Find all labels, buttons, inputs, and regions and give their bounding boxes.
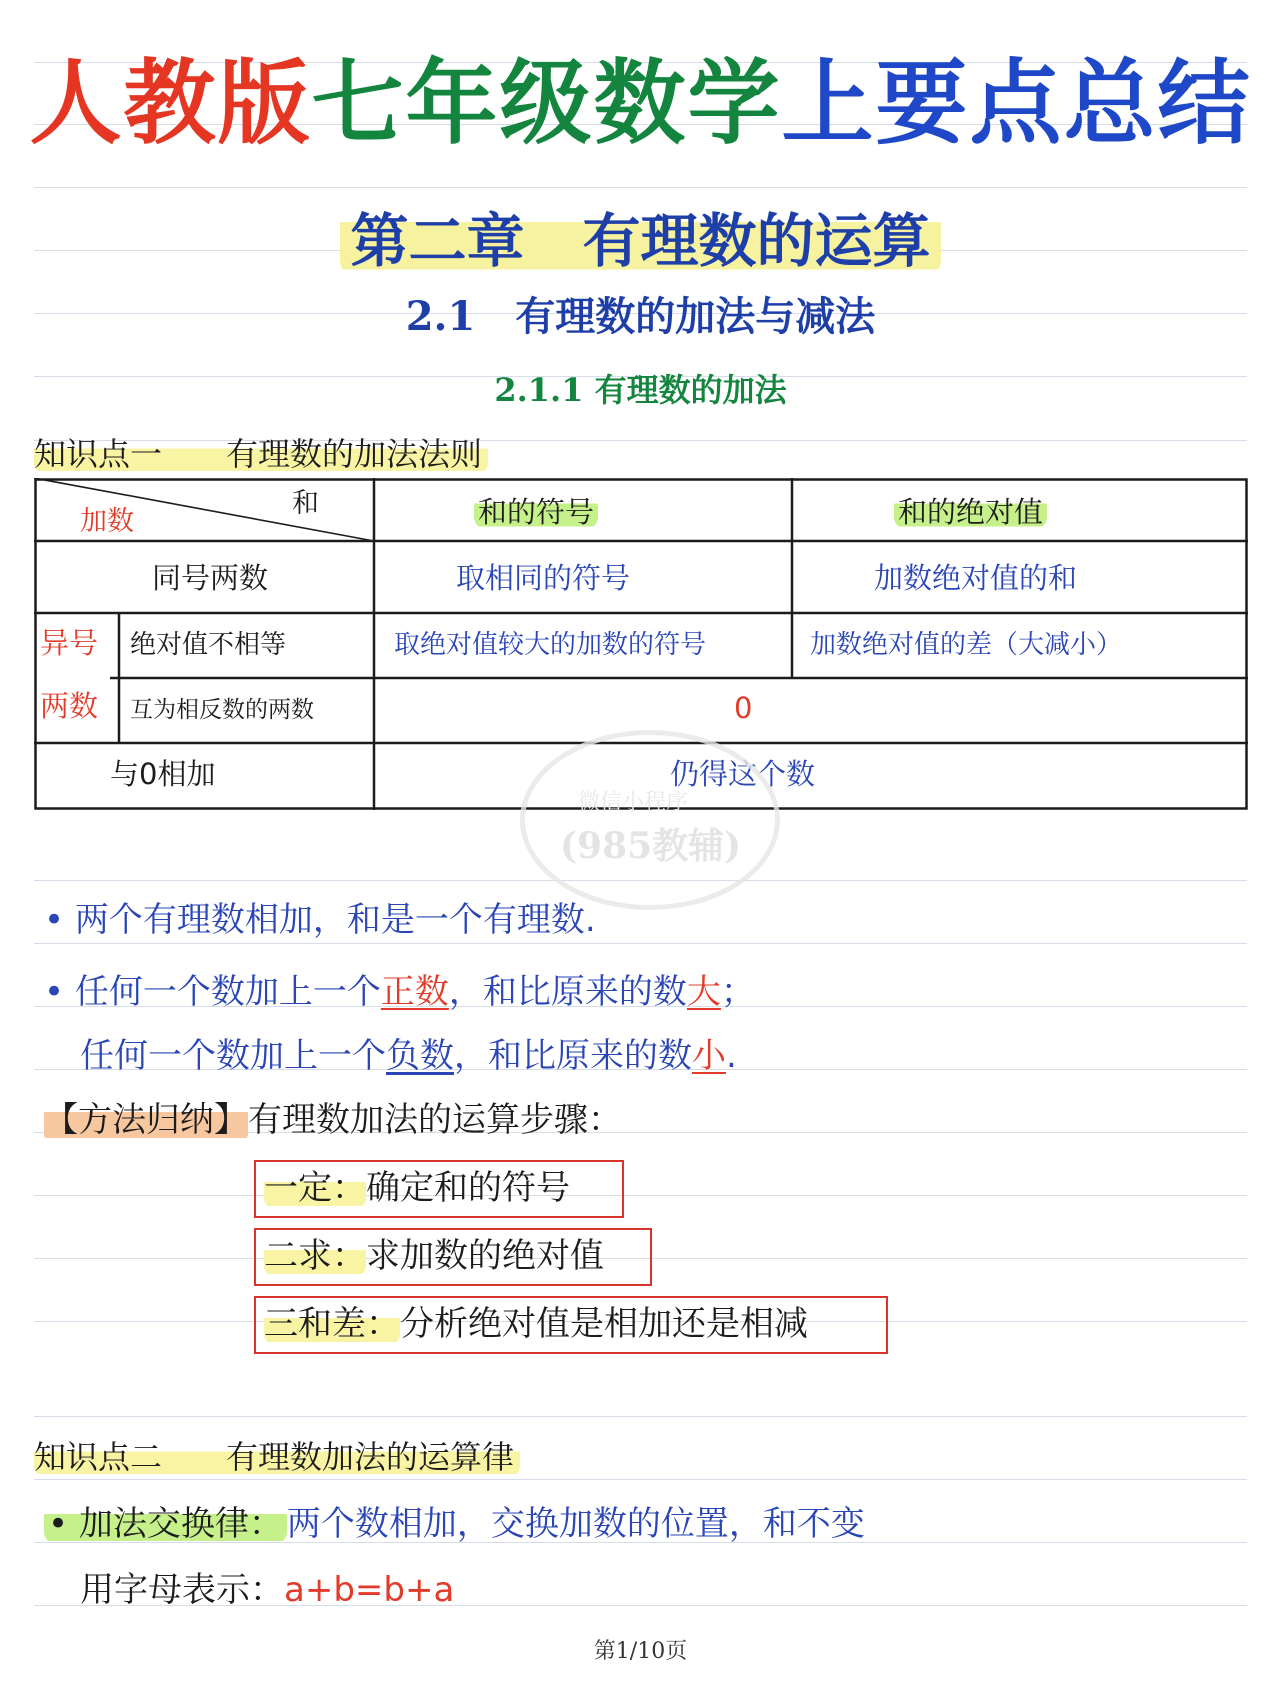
table-diagonal-addend-label: 加数 [80, 506, 134, 537]
method-summary-tag: 【方法归纳】 [44, 1100, 248, 1140]
ruled-line [34, 1195, 1247, 1196]
commutative-law-key: • 加法交换律： [44, 1504, 287, 1544]
page-number: 第1/10页 [593, 1639, 688, 1664]
table-diff-sign-label-2: 两数 [40, 689, 99, 723]
step-1-key: 一定： [264, 1168, 366, 1208]
table-row-same-sign-sign: 取相同的符号 [456, 561, 631, 595]
step-box-3 [254, 1296, 888, 1354]
table-row-zero-value: 仍得这个数 [670, 757, 816, 791]
knowledge-point-2-text: 知识点二 有理数加法的运算律 [34, 1438, 520, 1476]
table-row-zero-label: 与0相加 [110, 757, 216, 791]
ruled-line [34, 187, 1247, 188]
table-row-unequal-label: 绝对值不相等 [130, 630, 287, 660]
section-heading: 2.1 有理数的加法与减法 [405, 293, 876, 340]
table-row-unequal-abs: 加数绝对值的差（大减小） [810, 630, 1123, 660]
table-diagonal-sum-label: 和 [292, 488, 319, 519]
step-1-text: 确定和的符号 [366, 1168, 570, 1208]
knowledge-point-2 [34, 1435, 520, 1479]
watermark-line-1: 微信小程序 [578, 790, 689, 815]
chapter-heading-text: 第二章 有理数的运算 [340, 207, 940, 275]
bullet-add-positive: • 任何一个数加上一个正数，和比原来的数大； [44, 972, 755, 1012]
table-row-unequal-sign: 取绝对值较大的加数的符号 [394, 630, 707, 660]
ruled-line [34, 1416, 1247, 1417]
commutative-law-text: 两个数相加，交换加数的位置，和不变 [286, 1504, 865, 1544]
formula-label: 用字母表示： [80, 1570, 284, 1610]
page-title [0, 48, 1281, 158]
step-box-2 [254, 1228, 652, 1286]
method-summary-text: 有理数加法的运算步骤： [248, 1100, 622, 1140]
commutative-law [44, 1500, 865, 1548]
watermark-line-2: (985教辅) [560, 825, 742, 867]
table-header-sign: 和的符号 [474, 492, 598, 532]
table-row-opposite-label: 互为相反数的两数 [130, 697, 314, 723]
step-3-text: 分析绝对值是相加还是相减 [400, 1304, 808, 1344]
table-diff-sign-label-1: 异号 [40, 626, 99, 660]
title-part-edition: 人教版 [29, 49, 312, 157]
knowledge-point-1-text: 知识点一 有理数的加法法则 [34, 435, 488, 473]
title-part-summary: 上要点总结 [781, 49, 1252, 157]
title-part-grade: 七年级数学 [311, 49, 782, 157]
step-3-key: 三和差： [264, 1304, 400, 1344]
table-header-abs: 和的绝对值 [894, 492, 1047, 532]
step-2-text: 求加数的绝对值 [366, 1236, 604, 1276]
formula-line [80, 1566, 454, 1614]
table-row-same-sign-label: 同号两数 [152, 561, 269, 595]
bullet-dot-icon: • [44, 972, 75, 1012]
step-2-key: 二求： [264, 1236, 366, 1276]
table-row-opposite-value: 0 [734, 691, 753, 725]
chapter-heading [0, 206, 1281, 276]
bullet-sum-is-rational: • 两个有理数相加，和是一个有理数. [44, 900, 596, 940]
bullet-dot-icon: • [44, 900, 75, 940]
formula-value: a+b=b+a [284, 1570, 455, 1610]
ruled-line [34, 1479, 1247, 1480]
method-summary [44, 1096, 622, 1144]
subsection-heading: 2.1.1 有理数的加法 [494, 371, 787, 409]
bullet-add-negative: 任何一个数加上一个负数，和比原来的数小. [80, 1036, 737, 1076]
step-box-1 [254, 1160, 624, 1218]
table-row-same-sign-abs: 加数绝对值的和 [874, 561, 1078, 595]
knowledge-point-1 [34, 432, 488, 476]
